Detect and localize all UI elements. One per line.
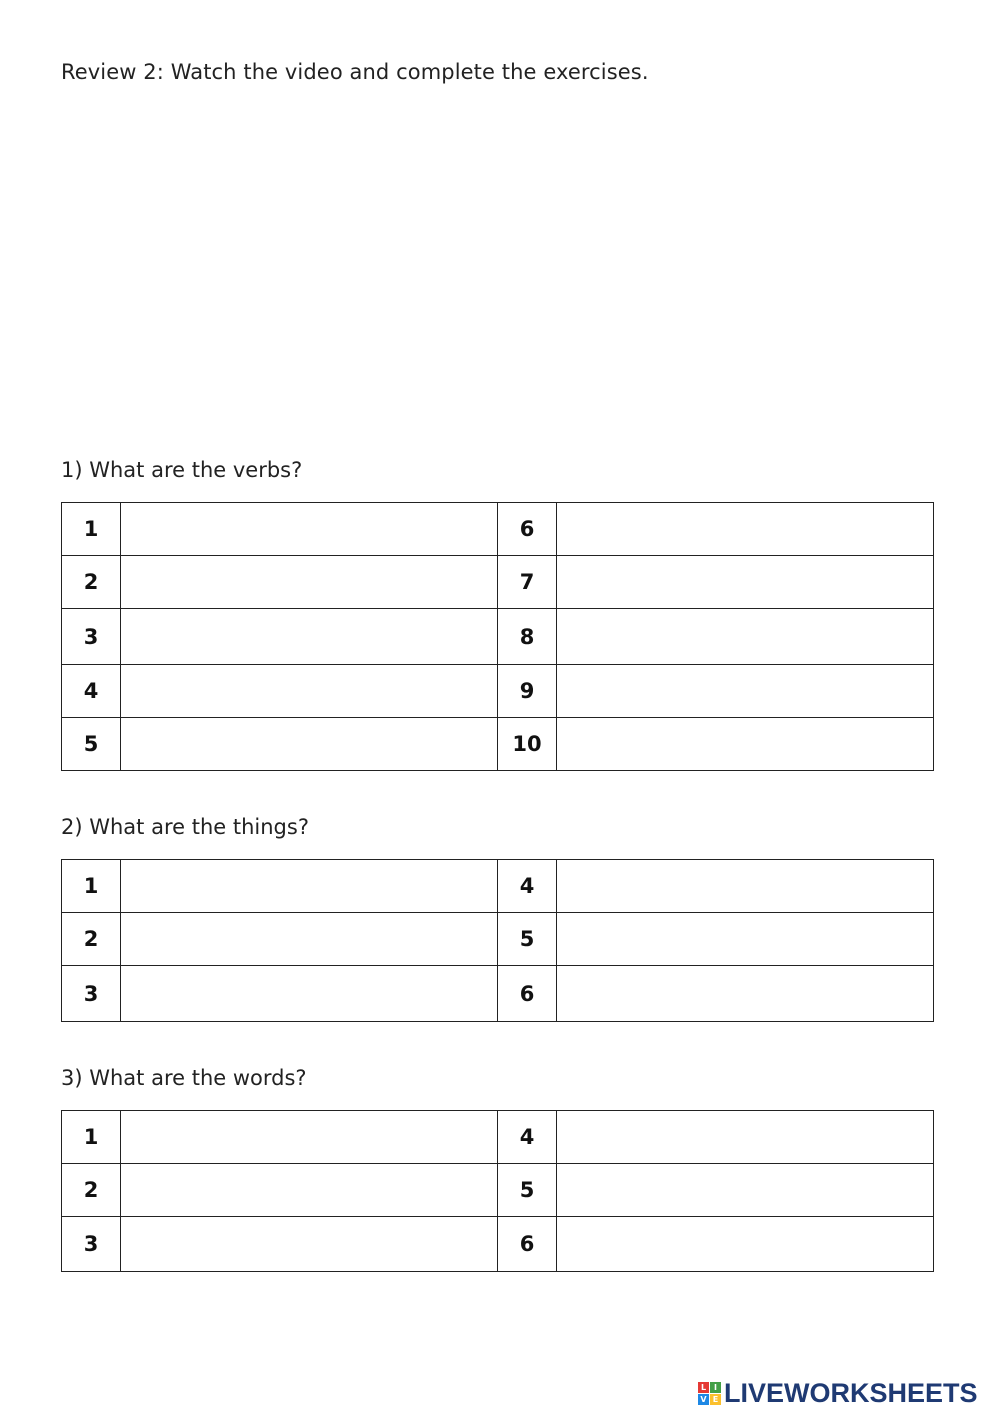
item-number: 6 (498, 1217, 557, 1272)
answer-cell[interactable] (557, 503, 934, 556)
item-number: 6 (498, 503, 557, 556)
answer-cell[interactable] (557, 966, 934, 1022)
table-row (62, 665, 934, 718)
instructions-text: Review 2: Watch the video and complete the exercises. (61, 60, 649, 84)
logo-text: LIVEWORKSHEETS (724, 1377, 978, 1408)
item-number: 4 (62, 665, 121, 718)
answer-cell[interactable] (557, 1217, 934, 1272)
item-number: 5 (498, 913, 557, 966)
liveworksheets-logo (698, 1378, 978, 1408)
item-number: 3 (62, 1217, 121, 1272)
answer-input[interactable] (557, 626, 933, 647)
answer-cell[interactable] (121, 1164, 498, 1217)
item-number: 5 (62, 718, 121, 771)
answer-cell[interactable] (557, 1111, 934, 1164)
verbs-table (61, 502, 934, 771)
table-row (62, 1111, 934, 1164)
answer-cell[interactable] (121, 860, 498, 913)
answer-input[interactable] (557, 983, 933, 1004)
answer-input[interactable] (557, 681, 933, 702)
answer-input[interactable] (121, 983, 497, 1004)
table-row (62, 609, 934, 665)
answer-input[interactable] (557, 519, 933, 540)
answer-input[interactable] (121, 1234, 497, 1255)
item-number: 1 (62, 860, 121, 913)
answer-cell[interactable] (121, 556, 498, 609)
item-number: 9 (498, 665, 557, 718)
answer-input[interactable] (557, 1127, 933, 1148)
answer-input[interactable] (557, 572, 933, 593)
answer-input[interactable] (121, 572, 497, 593)
answer-cell[interactable] (121, 609, 498, 665)
answer-input[interactable] (121, 519, 497, 540)
item-number: 10 (498, 718, 557, 771)
table-row (62, 966, 934, 1022)
section-3-title: 3) What are the words? (61, 1066, 307, 1090)
table-row (62, 913, 934, 966)
answer-cell[interactable] (121, 718, 498, 771)
answer-input[interactable] (121, 734, 497, 755)
answer-cell[interactable] (121, 966, 498, 1022)
answer-cell[interactable] (557, 718, 934, 771)
item-number: 3 (62, 609, 121, 665)
logo-mark-letter: V (698, 1394, 709, 1405)
table-row (62, 503, 934, 556)
item-number: 6 (498, 966, 557, 1022)
item-number: 7 (498, 556, 557, 609)
answer-input[interactable] (557, 876, 933, 897)
answer-cell[interactable] (557, 556, 934, 609)
table-row (62, 556, 934, 609)
answer-input[interactable] (121, 681, 497, 702)
answer-cell[interactable] (557, 860, 934, 913)
answer-input[interactable] (557, 1180, 933, 1201)
answer-input[interactable] (121, 876, 497, 897)
item-number: 5 (498, 1164, 557, 1217)
answer-cell[interactable] (121, 913, 498, 966)
section-1-title: 1) What are the verbs? (61, 458, 303, 482)
item-number: 1 (62, 1111, 121, 1164)
answer-cell[interactable] (121, 1217, 498, 1272)
answer-input[interactable] (557, 734, 933, 755)
answer-cell[interactable] (121, 1111, 498, 1164)
section-2-title: 2) What are the things? (61, 815, 309, 839)
logo-mark-letter: E (710, 1394, 721, 1405)
answer-input[interactable] (121, 1180, 497, 1201)
answer-input[interactable] (121, 929, 497, 950)
answer-cell[interactable] (121, 503, 498, 556)
table-row (62, 1164, 934, 1217)
answer-input[interactable] (121, 626, 497, 647)
answer-input[interactable] (557, 929, 933, 950)
table-row (62, 718, 934, 771)
item-number: 4 (498, 1111, 557, 1164)
table-row (62, 860, 934, 913)
answer-cell[interactable] (557, 1164, 934, 1217)
item-number: 2 (62, 556, 121, 609)
item-number: 4 (498, 860, 557, 913)
answer-cell[interactable] (557, 913, 934, 966)
item-number: 2 (62, 1164, 121, 1217)
logo-mark-letter: I (710, 1382, 721, 1393)
logo-mark-letter: L (698, 1382, 709, 1393)
answer-input[interactable] (557, 1234, 933, 1255)
answer-cell[interactable] (557, 609, 934, 665)
words-table (61, 1110, 934, 1272)
item-number: 2 (62, 913, 121, 966)
item-number: 1 (62, 503, 121, 556)
table-row (62, 1217, 934, 1272)
answer-input[interactable] (121, 1127, 497, 1148)
item-number: 3 (62, 966, 121, 1022)
things-table (61, 859, 934, 1022)
answer-cell[interactable] (121, 665, 498, 718)
logo-mark-icon (698, 1382, 721, 1405)
item-number: 8 (498, 609, 557, 665)
answer-cell[interactable] (557, 665, 934, 718)
